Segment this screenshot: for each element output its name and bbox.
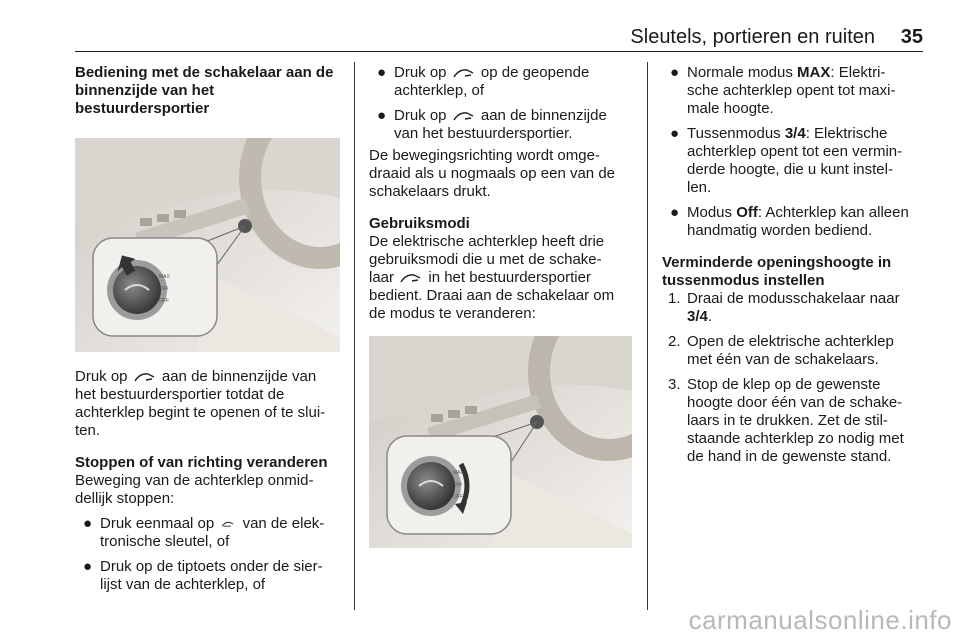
heading-line: bestuurdersportier — [75, 100, 210, 117]
text-line: tronische sleutel, of — [100, 533, 230, 550]
mode-name: Off — [736, 204, 758, 221]
bullet-dot: ● — [83, 558, 93, 575]
bullet-dot: ● — [377, 107, 387, 124]
page-number: 35 — [900, 26, 923, 48]
text-line: Draai de modusschakelaar naar — [687, 290, 900, 307]
text-line: Druk op de tiptoets onder de sier- — [100, 558, 323, 575]
text-run: van de elek- — [242, 515, 325, 532]
bullet-tailgate-button — [369, 64, 634, 100]
bullet-mode-mid — [662, 125, 927, 197]
text-line: ten. — [75, 422, 101, 439]
text-line: De elektrische achterklep heeft drie — [369, 233, 605, 250]
tailgate-icon — [134, 371, 156, 383]
text-line: bedient. Draai aan de schakelaar om — [369, 287, 615, 304]
header-rule — [75, 51, 923, 52]
text-run: Druk op — [394, 107, 447, 124]
text-line: schakelaars drukt. — [369, 183, 491, 200]
text-run: : Elektri- — [830, 64, 886, 81]
text-run: : Achterklep kan alleen — [757, 204, 909, 221]
bullet-door-button — [369, 107, 634, 143]
text-run: op de geopende — [480, 64, 590, 81]
text-run: . — [707, 308, 713, 325]
bullet-key — [75, 515, 341, 551]
knob-label-mid: 3/4 — [455, 482, 462, 488]
column-1 — [75, 64, 341, 594]
step-1 — [662, 290, 927, 326]
mode-name: 3/4 — [687, 308, 708, 325]
text-run: laar — [369, 269, 395, 286]
text-line: Beweging van de achterklep onmid- — [75, 472, 314, 489]
bullet-touchpad — [75, 558, 341, 594]
text-line: achterklep, of — [394, 82, 485, 99]
heading-reduced-height — [662, 254, 927, 290]
text-line: handmatig worden bediend. — [687, 222, 873, 239]
step-2 — [662, 333, 927, 369]
text-run: Druk op — [75, 368, 128, 385]
mode-name: 3/4 — [784, 125, 806, 142]
heading-line: Verminderde openingshoogte in — [662, 254, 892, 271]
bullet-dot: ● — [83, 515, 93, 532]
text-line: van het bestuurdersportier. — [394, 125, 573, 142]
text-line: draaid als u nogmaals op een van de — [369, 165, 616, 182]
page-title: Sleutels, portieren en ruiten — [630, 26, 875, 48]
text-run: Druk eenmaal op — [100, 515, 215, 532]
knob-label-mid: 3/4 — [161, 286, 168, 292]
key-tailgate-icon — [220, 518, 236, 530]
heading-switch-inside — [75, 64, 341, 118]
heading-line: tussenmodus instellen — [662, 272, 825, 289]
text-line: Stop de klep op de gewenste — [687, 376, 881, 393]
paragraph-modes — [369, 233, 634, 323]
text-line: het bestuurdersportier totdat de — [75, 386, 285, 403]
text-line: de modus te veranderen: — [369, 305, 536, 322]
text-line: staande achterklep zo nodig met — [687, 430, 904, 447]
knob-label-off: OFF — [453, 494, 463, 500]
text-run: in het bestuurdersportier — [428, 269, 591, 286]
heading-line: Bediening met de schakelaar aan de — [75, 64, 334, 81]
figure-mode-switch — [369, 336, 632, 548]
bullet-dot: ● — [670, 64, 680, 81]
paragraph-press-button — [75, 368, 341, 440]
text-run: aan de binnenzijde — [480, 107, 607, 124]
text-run: Modus — [687, 204, 737, 221]
tailgate-icon — [453, 110, 475, 122]
text-run: Tussenmodus — [687, 125, 785, 142]
text-line: de hand in de gewenste stand. — [687, 448, 892, 465]
watermark: carmanualsonline.info — [688, 605, 952, 635]
tailgate-icon — [400, 272, 422, 284]
text-line: gebruiksmodi die u met de schake- — [369, 251, 602, 268]
text-run: Normale modus — [687, 64, 798, 81]
column-divider-2 — [647, 62, 648, 610]
bullet-dot: ● — [670, 125, 680, 142]
text-line: male hoogte. — [687, 100, 774, 117]
step-number: 3. — [668, 376, 681, 393]
bullet-mode-off — [662, 204, 927, 240]
text-line: lijst van de achterklep, of — [100, 576, 266, 593]
text-line: achterklep begint te openen of te slui- — [75, 404, 326, 421]
text-line: sche achterklep opent tot maxi- — [687, 82, 896, 99]
page-header — [75, 26, 923, 48]
text-line: laars in te drukken. Zet de stil- — [687, 412, 888, 429]
mode-switch-illustration — [369, 336, 632, 548]
text-line: achterklep opent tot een vermin- — [687, 143, 903, 160]
text-line: met één van de schakelaars. — [687, 351, 879, 368]
column-2 — [369, 64, 634, 548]
bullet-mode-max — [662, 64, 927, 118]
knob-label-off: OFF — [159, 298, 169, 304]
text-line: derde hoogte, die u kunt instel- — [687, 161, 893, 178]
step-number: 2. — [668, 333, 681, 350]
heading-modes: Gebruiksmodi — [369, 215, 470, 232]
knob-label-max: MAX — [159, 274, 170, 280]
text-line: De bewegingsrichting wordt omge- — [369, 147, 600, 164]
paragraph-direction — [369, 147, 634, 201]
text-run: aan de binnenzijde van — [161, 368, 317, 385]
column-divider-1 — [354, 62, 355, 610]
bullet-dot: ● — [377, 64, 387, 81]
text-line: Open de elektrische achterklep — [687, 333, 894, 350]
heading-line: binnenzijde van het — [75, 82, 215, 99]
figure-door-switch — [75, 138, 340, 352]
text-run: Druk op — [394, 64, 447, 81]
door-switch-illustration — [75, 138, 340, 352]
text-line: hoogte door één van de schake- — [687, 394, 903, 411]
bullet-dot: ● — [670, 204, 680, 221]
text-line: len. — [687, 179, 712, 196]
step-number: 1. — [668, 290, 681, 307]
column-3 — [662, 64, 927, 466]
heading-stop-change: Stoppen of van richting veranderen — [75, 454, 328, 471]
text-line: dellijk stoppen: — [75, 490, 175, 507]
tailgate-icon — [453, 67, 475, 79]
knob-label-max: MAX — [453, 470, 464, 476]
step-3 — [662, 376, 927, 466]
paragraph-stop — [75, 472, 341, 508]
mode-name: MAX — [797, 64, 831, 81]
text-run: : Elektrische — [805, 125, 888, 142]
